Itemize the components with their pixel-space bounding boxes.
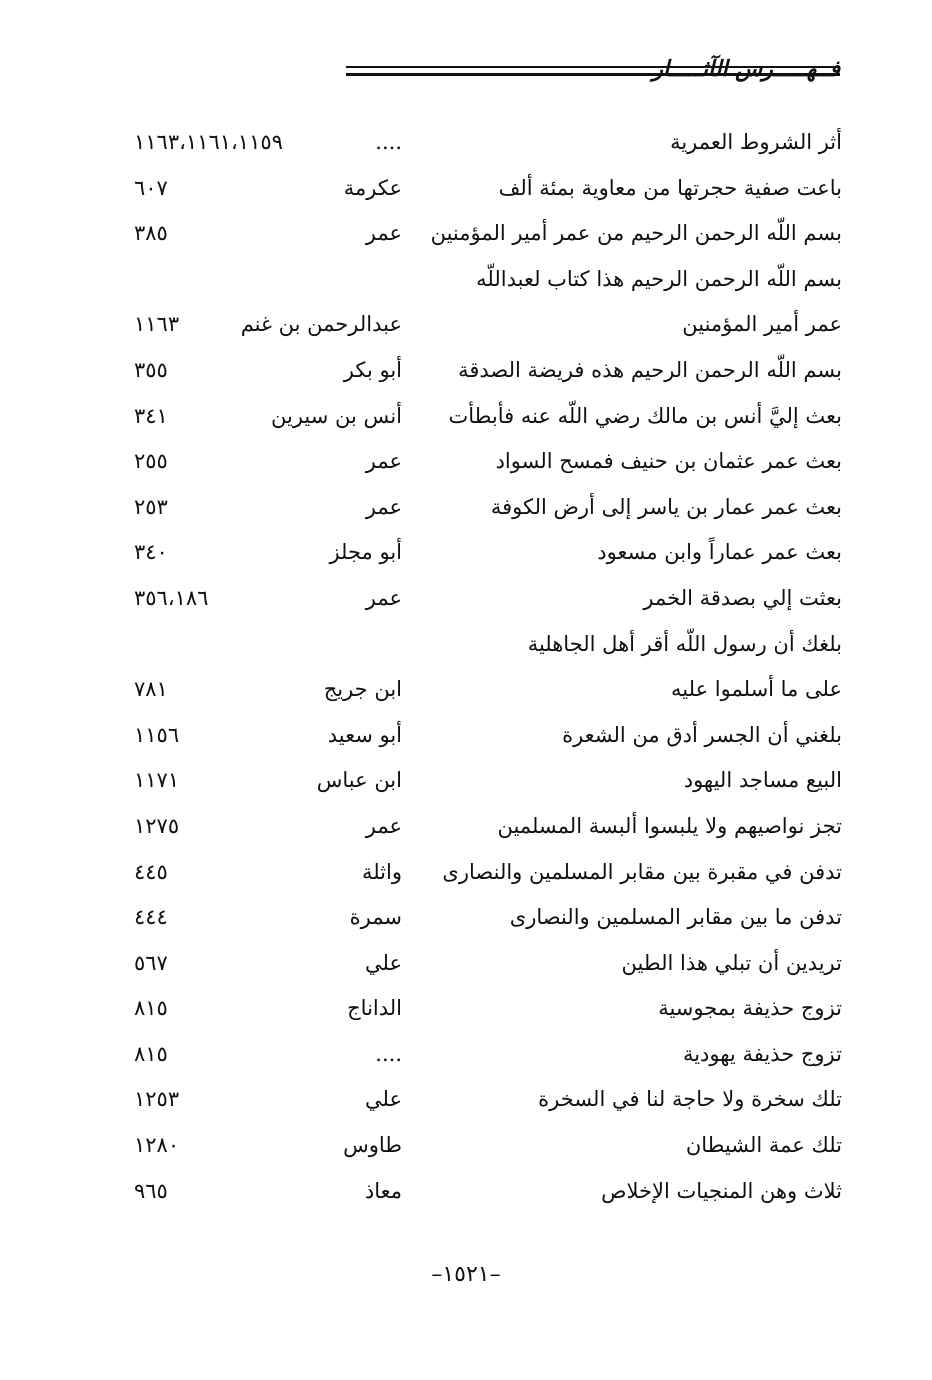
entry-text: بعث إليَّ أنس بن مالك رضي اللّه عنه فأبطأت xyxy=(448,403,842,428)
entry-page-numbers: ١٢٥٣ xyxy=(134,1087,180,1112)
entry-page-numbers: ٣٤٠ xyxy=(134,540,168,565)
entry-page-numbers: ١١٦٣ xyxy=(134,312,180,337)
entry-text: تزوج حذيفة بمجوسية xyxy=(658,996,842,1021)
entry-page-numbers: ٣٨٥ xyxy=(134,221,168,246)
entry-narrator: أبو مجلز xyxy=(329,540,402,565)
index-entry-row xyxy=(130,261,842,307)
entry-narrator: واثلة xyxy=(361,859,402,884)
index-entry-row xyxy=(130,1173,842,1219)
entry-narrator: ابن جريج xyxy=(323,677,402,702)
entry-text: بعث عمر عمار بن ياسر إلى أرض الكوفة xyxy=(490,494,842,519)
index-entry-row xyxy=(130,1081,842,1127)
entry-narrator: أنس بن سيرين xyxy=(271,403,402,428)
entry-narrator: عمر xyxy=(365,813,402,838)
entry-narrator: معاذ xyxy=(364,1178,402,1203)
index-entry-row xyxy=(130,124,842,170)
entry-page-numbers: ٩٦٥ xyxy=(134,1178,168,1203)
entry-narrator: عمر xyxy=(365,221,402,246)
index-entries xyxy=(130,124,842,1218)
header-title: فــهـــــرس الآثـــــار xyxy=(652,56,840,82)
entry-text: بعث عمر عماراً وابن مسعود xyxy=(597,540,842,565)
entry-narrator: ابن عباس xyxy=(316,768,402,793)
entry-text: أثر الشروط العمرية xyxy=(670,130,842,154)
index-entry-row xyxy=(130,306,842,352)
index-entry-row xyxy=(130,945,842,991)
index-entry-row xyxy=(130,1036,842,1082)
entry-page-numbers: ١١٦٣،١١٦١،١١٥٩ xyxy=(134,130,283,154)
entry-narrator: علي xyxy=(365,1087,402,1112)
index-entry-row xyxy=(130,352,842,398)
entry-text: تريدين أن تبلي هذا الطين xyxy=(621,950,842,975)
entry-narrator: عمر xyxy=(365,585,402,610)
entry-text: بسم اللّه الرحمن الرحيم هذا كتاب لعبداللّه xyxy=(476,266,842,291)
entry-text: تزوج حذيفة يهودية xyxy=(682,1041,842,1066)
page-number: –١٥٢١– xyxy=(431,1262,501,1287)
entry-page-numbers: ٨١٥ xyxy=(134,1041,168,1066)
entry-page-numbers: ٣٥٦،١٨٦ xyxy=(134,585,209,610)
entry-page-numbers: ١٢٧٥ xyxy=(134,813,180,838)
entry-text: بعث عمر عثمان بن حنيف فمسح السواد xyxy=(495,449,842,474)
entry-page-numbers: ٧٨١ xyxy=(134,677,168,702)
entry-page-numbers: ٦٠٧ xyxy=(134,175,168,200)
entry-narrator: أبو سعيد xyxy=(327,722,402,747)
header-double-rule xyxy=(346,66,840,78)
entry-narrator: عكرمة xyxy=(343,175,402,200)
entry-page-numbers: ٤٤٥ xyxy=(134,859,168,884)
entry-narrator: علي xyxy=(365,950,402,975)
entry-narrator: عمر xyxy=(365,494,402,519)
entry-narrator: عمر xyxy=(365,449,402,474)
header-rule-thick xyxy=(346,73,840,76)
entry-narrator: أبو بكر xyxy=(343,357,402,382)
entry-page-numbers: ١١٧١ xyxy=(134,768,180,793)
index-entry-row xyxy=(130,580,842,626)
entry-text: باعت صفية حجرتها من معاوية بمئة ألف xyxy=(498,175,842,200)
index-entry-row xyxy=(130,717,842,763)
entry-text: تجز نواصيهم ولا يلبسوا ألبسة المسلمين xyxy=(497,813,842,838)
entry-page-numbers: ٢٥٥ xyxy=(134,449,168,474)
entry-text: على ما أسلموا عليه xyxy=(671,677,842,702)
entry-text: تدفن ما بين مقابر المسلمين والنصارى xyxy=(509,905,842,930)
header-rule-thin xyxy=(346,66,840,68)
entry-text: عمر أمير المؤمنين xyxy=(682,312,842,337)
entry-page-numbers: ١٢٨٠ xyxy=(134,1133,180,1158)
entry-text: ثلاث وهن المنجيات الإخلاص xyxy=(601,1178,842,1203)
entry-narrator: طاوس xyxy=(343,1133,402,1158)
entry-page-numbers: ٨١٥ xyxy=(134,996,168,1021)
entry-narrator: .... xyxy=(375,1041,402,1066)
entry-text: بلغك أن رسول اللّه أقر أهل الجاهلية xyxy=(527,631,842,656)
entry-text: تلك سخرة ولا حاجة لنا في السخرة xyxy=(538,1087,842,1112)
index-entry-row xyxy=(130,1127,842,1173)
entry-text: بسم اللّه الرحمن الرحيم هذه فريضة الصدقة xyxy=(458,357,842,382)
entry-page-numbers: ٢٥٣ xyxy=(134,494,168,519)
entry-text: تدفن في مقبرة بين مقابر المسلمين والنصارى xyxy=(442,859,842,884)
entry-page-numbers: ١١٥٦ xyxy=(134,722,180,747)
index-entry-row xyxy=(130,398,842,444)
entry-page-numbers: ٥٦٧ xyxy=(134,950,168,975)
entry-text: بعثت إلي بصدقة الخمر xyxy=(643,585,842,610)
entry-text: بسم اللّه الرحمن الرحيم من عمر أمير المؤمنين xyxy=(430,221,842,246)
index-entry-row xyxy=(130,671,842,717)
entry-text: تلك عمة الشيطان xyxy=(685,1133,842,1158)
entry-page-numbers: ٣٥٥ xyxy=(134,357,168,382)
index-entry-row xyxy=(130,854,842,900)
index-entry-row xyxy=(130,489,842,535)
entry-text: بلغني أن الجسر أدق من الشعرة xyxy=(562,722,842,747)
entry-narrator: الداناج xyxy=(347,996,402,1021)
index-entry-row xyxy=(130,808,842,854)
index-entry-row xyxy=(130,443,842,489)
index-entry-row xyxy=(130,170,842,216)
index-entry-row xyxy=(130,534,842,580)
index-entry-row xyxy=(130,215,842,261)
index-entry-row xyxy=(130,626,842,672)
entry-narrator: .... xyxy=(375,130,402,154)
index-entry-row xyxy=(130,990,842,1036)
entry-narrator: عبدالرحمن بن غنم xyxy=(240,312,402,337)
index-entry-row xyxy=(130,762,842,808)
index-entry-row xyxy=(130,899,842,945)
entry-page-numbers: ٣٤١ xyxy=(134,403,168,428)
entry-page-numbers: ٤٤٤ xyxy=(134,905,168,930)
entry-narrator: سمرة xyxy=(349,905,402,930)
entry-text: البيع مساجد اليهود xyxy=(683,768,842,793)
